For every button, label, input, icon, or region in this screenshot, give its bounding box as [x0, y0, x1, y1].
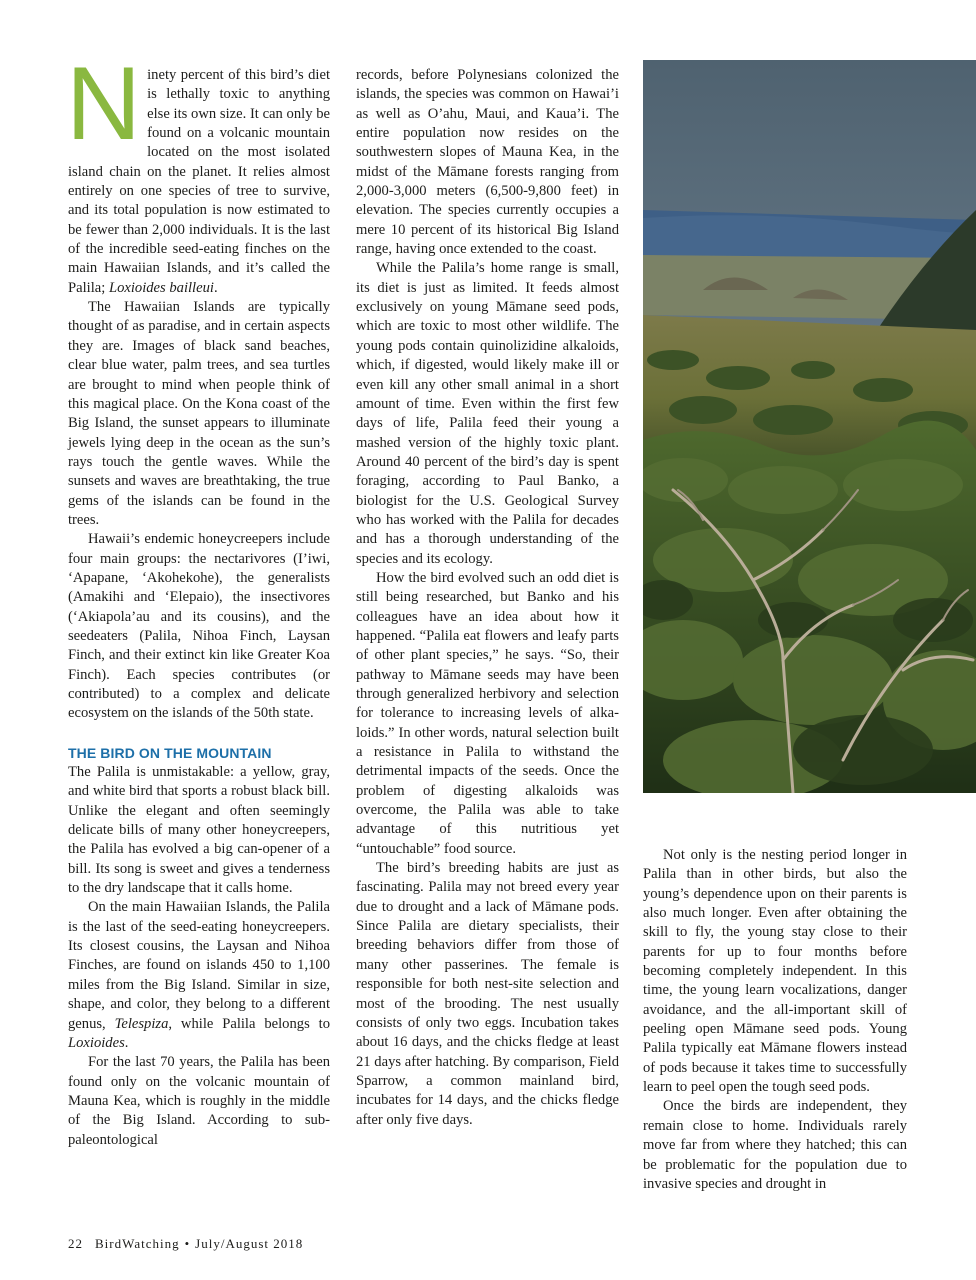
drop-cap: N	[66, 46, 142, 162]
magazine-name: BirdWatching	[95, 1236, 180, 1251]
intro-end: .	[213, 279, 218, 296]
paragraph: The Hawaiian Islands are typically thought of as paradise, and in certain aspects they are. Images of black sand beaches, clear blue water, palm trees, and sea turtles are brought to mind when people think of this magical place. On the Kona coast of the Big Island, the sunset appears to illuminate jewels lying deep in the ocean as the sun’s rays touch the gentle waves. While the sunsets and waves are breathtaking, the true gems of the islands can be found in the trees.	[68, 299, 330, 528]
paragraph: On the main Hawaiian Islands, the Palila is the last of the seed-eating honeycreepers. Its closest cousins, the Laysan and Nihoa Finches, are found on islands 450 to 1,100 miles from the Big Island. Similar in size, shape, and color, they belong to a different genus, Telespiza, while Palila belongs to Loxioides.	[68, 899, 330, 1051]
article-column-2	[356, 66, 619, 1130]
paragraph: For the last 70 years, the Palila has been found only on the volcanic mountain of Mauna Kea, which is roughly in the middle of the Big Island. According to sub-paleontological	[68, 1054, 330, 1148]
genus-name: Telespiza	[114, 1015, 169, 1032]
paragraph: Not only is the nesting period longer in Palila than in other birds, but also the young’s dependence upon on their parents is also much longer. Even after obtaining the skill to fly, the young stay close to their parents for up to four months before becoming completely independent. In this time, the young learn vocalizations, danger avoidance, and the all-important skill of peeling open Māmane seed pods. Young Palila typically eat Māmane flowers instead of pods because it takes time to successfully learn to peel open the tough seed pods.	[643, 847, 907, 1096]
issue-date: July/August 2018	[195, 1236, 304, 1251]
paragraph: While the Palila’s home range is small, its diet is just as limited. It feeds almost exclusively on young Māmane seed pods, which are toxic to most other wildlife. The young pods contain quinolizidine alkaloids, which, if digested, would likely make ill or even kill any other small animal in a short amount of time. Even within the first few days of life, Palila feed their young a mashed version of the highly toxic plant. Around 40 percent of the bird’s day is spent foraging, according to Paul Banko, a biologist for the U.S. Geological Survey who has worked with the Palila for decades and has a thorough understanding of the species and its ecology.	[356, 260, 619, 567]
section-heading: THE BIRD ON THE MOUNTAIN	[68, 744, 272, 761]
article-column-3	[643, 846, 907, 1194]
scientific-name: Loxioides bailleui	[108, 279, 214, 296]
genus-name: Loxioides	[68, 1034, 125, 1051]
landscape-photo	[643, 60, 976, 793]
intro-paragraph	[66, 46, 330, 298]
paragraph: The bird’s breeding habits are just as fascinating. Palila may not breed every year due to drought and a lack of Māmane pods. Since Palila are dietary specialists, their breeding behaviors differ from those of many other passerines. The female is responsible for both nest-site selection and most of the brooding. The nest usually consists of only two eggs. Incubation takes about 16 days, and the chicks fledge at least 21 days after hatching. By comparison, Field Sparrow, a common mainland bird, incubates for 14 days, and the chicks fledge after only five days.	[356, 860, 619, 1128]
paragraph: records, before Polynesians colonized the islands, the species was common on Hawai’i as well as O’ahu, Maui, and Kaua’i. The entire population now resides on the southwestern slopes of Mauna Kea, in the midst of the Māmane forests ranging from 2,000-3,000 meters (6,500-9,800 feet) in elevation. The species currently occupies a mere 10 percent of its historical Big Island range, having once extended to the coast.	[356, 67, 619, 258]
paragraph: The Palila is unmistakable: a yellow, gray, and white bird that sports a robust black bill. Unlike the elegant and often seemingly delicate bills of many other honeycreepers, the Palila has evolved a big can-opener of a bill. Its song is sweet and gives a tenderness to the dry landscape that it calls home.	[68, 764, 330, 897]
paragraph: Once the birds are independent, they remain close to home. Individuals rarely move far from where they hatched; this can be problematic for the population due to invasive species and drought in	[643, 1098, 907, 1192]
paragraph: How the bird evolved such an odd diet is still being researched, but Banko and his colleagues have an idea about how it happened. “Palila eat flowers and leafy parts of other plant species,” he says. “So, their pathway to Māmane seeds may have been through generalized herbivory and selection for tolerance to increasing levels of alkaloids.” In other words, natural selection built a resistance in Palila to withstand the detrimental impacts of the seeds. Once the problem of digesting alkaloids was overcome, the Palila was able to take advantage of this nutritious yet “untouchable” food source.	[356, 569, 619, 857]
page-number: 22	[68, 1236, 83, 1251]
separator: •	[184, 1236, 191, 1251]
paragraph: Hawaii’s endemic honeycreepers include four main groups: the nectarivores (I’iwi, ‘Apapane, ‘Akohekohe), the generalists (Amakihi and ‘Elepaio), the insectivores (‘Akiapola’au and its cousins), and the seedeaters (Palila, Nihoa Finch, Laysan Finch, and their extinct kin like Greater Koa Finch). Each species contributes (or contributed) to a complex and delicate ecosystem on the islands of the 50th state.	[68, 531, 330, 722]
page-footer	[68, 1236, 315, 1252]
article-column-1	[66, 46, 330, 1150]
intro-text: inety percent of this bird’s diet is lethally toxic to anything else its own size. It can only be found on a volcanic mountain located on the most isolated island chain on the planet. It relies almost entirely on one species of tree to survive, and its total population is now estimated to be fewer than 2,000 individuals. It is the last of the incredible seed-eating finches on the main Hawaiian Islands, and it’s called the Palila;	[68, 67, 330, 296]
